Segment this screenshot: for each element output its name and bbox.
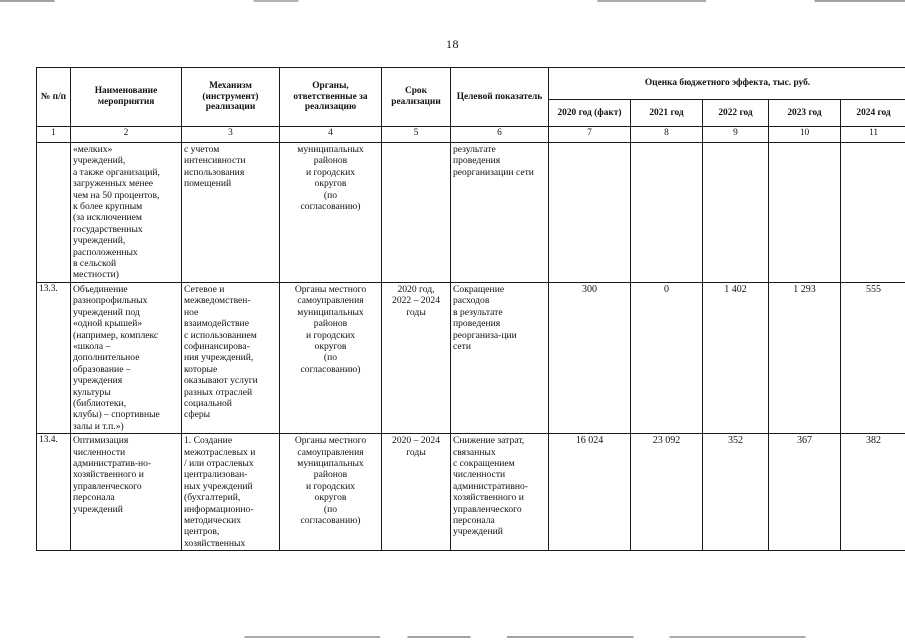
header-mechanism: Механизм (инструмент) реализации — [182, 68, 280, 127]
column-number: 5 — [382, 127, 451, 143]
activity-name: Оптимизация численности административ-но- хозяйственного и управленческого персонала учреждений — [71, 434, 182, 551]
value-2024 — [841, 143, 905, 283]
header-responsible-bodies: Органы, ответственные за реализацию — [280, 68, 382, 127]
header-budget-effect: Оценка бюджетного эффекта, тыс. руб. — [549, 68, 905, 100]
row-number: 13.3. — [37, 282, 71, 433]
column-number: 10 — [769, 127, 841, 143]
header-activity-name: Наименование мероприятия — [71, 68, 182, 127]
column-number: 2 — [71, 127, 182, 143]
value-2023: 367 — [769, 434, 841, 551]
table-row — [37, 434, 905, 551]
column-number: 1 — [37, 127, 71, 143]
activity-name: Объединение разнопрофильных учреждений под «одной крышей» (например, комплекс «школа – дополнительное образование – учреждения культуры (библиотеки, клубы) – спортивные залы и т.п.») — [71, 282, 182, 433]
header-target-indicator: Целевой показатель — [451, 68, 549, 127]
value-2022: 1 402 — [703, 282, 769, 433]
value-2024: 555 — [841, 282, 905, 433]
header-year-2024: 2024 год — [841, 100, 905, 127]
column-number: 9 — [703, 127, 769, 143]
scan-edge-top — [0, 0, 905, 2]
column-number: 3 — [182, 127, 280, 143]
mechanism-text: Сетевое и межведомствен- ное взаимодействие с использованием софинансирова- ния учреждений, которые оказывают услуги разных отраслей социальной сферы — [182, 282, 280, 433]
page-number: 18 — [446, 37, 459, 51]
responsible-bodies: Органы местного самоуправления муниципальных районов и городских округов (по согласованию) — [280, 434, 382, 551]
target-indicator: Сокращение расходов в результате проведения реорганиза-ции сети — [451, 282, 549, 433]
header-num: № п/п — [37, 68, 71, 127]
column-number-row — [37, 127, 905, 143]
column-number: 11 — [841, 127, 905, 143]
value-2023: 1 293 — [769, 282, 841, 433]
value-2022: 352 — [703, 434, 769, 551]
table-row — [37, 143, 905, 283]
table-row — [37, 282, 905, 433]
responsible-bodies: муниципальных районов и городских округов (по согласованию) — [280, 143, 382, 283]
column-number: 6 — [451, 127, 549, 143]
header-year-2021: 2021 год — [631, 100, 703, 127]
value-2021: 23 092 — [631, 434, 703, 551]
value-2022 — [703, 143, 769, 283]
column-number: 8 — [631, 127, 703, 143]
header-year-2020: 2020 год (факт) — [549, 100, 631, 127]
row-number: 13.4. — [37, 434, 71, 551]
term-text — [382, 143, 451, 283]
value-2023 — [769, 143, 841, 283]
header-term: Срок реализации — [382, 68, 451, 127]
column-number: 4 — [280, 127, 382, 143]
target-indicator: Снижение затрат, связанных с сокращением численности административно- хозяйственного и управленческого персонала учреждений — [451, 434, 549, 551]
activity-name: «мелких» учреждений, а также организаций, загруженных менее чем на 50 процентов, к более крупным (за исключением государственных учреждений, расположенных в сельской местности) — [71, 143, 182, 283]
value-2020: 16 024 — [549, 434, 631, 551]
scan-edge-bottom — [0, 636, 905, 638]
mechanism-text: 1. Создание межотраслевых и / или отраслевых централизован- ных учреждений (бухгалтерий, информационно- методических центров, хозяйственных — [182, 434, 280, 551]
value-2021: 0 — [631, 282, 703, 433]
value-2020: 300 — [549, 282, 631, 433]
target-indicator: результате проведения реорганизации сети — [451, 143, 549, 283]
row-number — [37, 143, 71, 283]
mechanism-text: с учетом интенсивности использования помещений — [182, 143, 280, 283]
value-2024: 382 — [841, 434, 905, 551]
responsible-bodies: Органы местного самоуправления муниципальных районов и городских округов (по согласованию) — [280, 282, 382, 433]
term-text: 2020 – 2024 годы — [382, 434, 451, 551]
value-2021 — [631, 143, 703, 283]
value-2020 — [549, 143, 631, 283]
term-text: 2020 год, 2022 – 2024 годы — [382, 282, 451, 433]
header-year-2023: 2023 год — [769, 100, 841, 127]
header-year-2022: 2022 год — [703, 100, 769, 127]
column-number: 7 — [549, 127, 631, 143]
budget-effect-table — [36, 67, 905, 551]
